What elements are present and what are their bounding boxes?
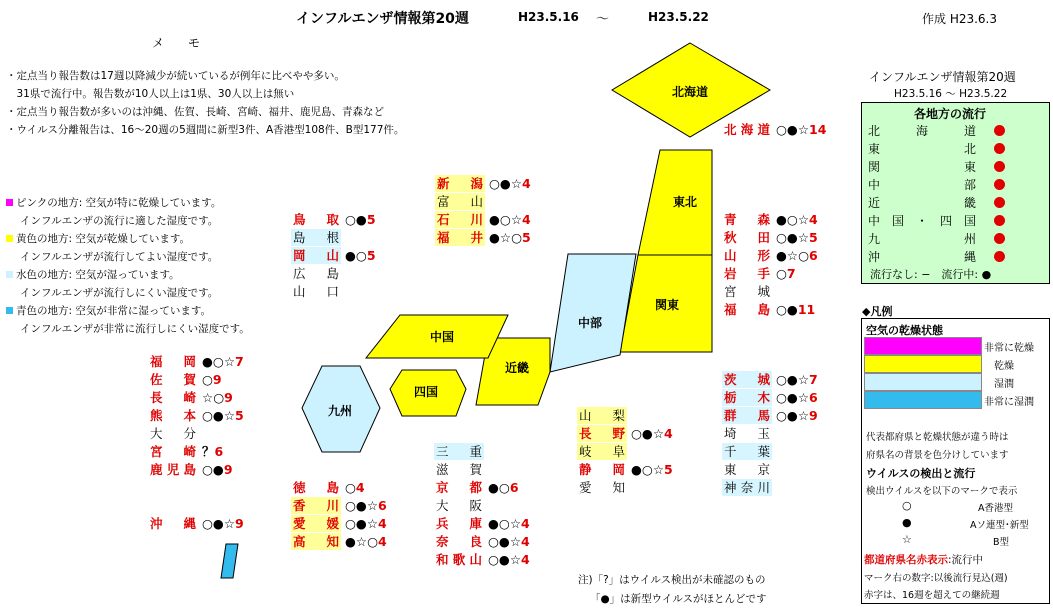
virus-marks bbox=[772, 229, 818, 246]
pref-miyagi bbox=[722, 283, 772, 300]
forecast-weeks: 5 bbox=[809, 230, 818, 245]
pref-name: 高 知 bbox=[293, 534, 339, 549]
virus-marks bbox=[341, 533, 387, 550]
pref-name: 秋 田 bbox=[724, 230, 770, 245]
pref-kumamoto bbox=[148, 407, 244, 424]
virus-mark-symbols: ●○ bbox=[488, 480, 510, 495]
virus-label-new: Aソ連型･新型 bbox=[970, 520, 1029, 531]
virus-mark-symbols: ●☆○ bbox=[345, 534, 379, 549]
pref-note-1: 代表都府県と乾燥状態が違う時は bbox=[866, 432, 1009, 443]
virus-mark-symbols: ○ bbox=[345, 480, 356, 495]
pref-name: 大 分 bbox=[150, 426, 196, 441]
virus-marks bbox=[772, 301, 815, 318]
virus-mark-symbols: ？ bbox=[202, 444, 215, 459]
forecast-weeks: 4 bbox=[521, 534, 530, 549]
red-number-note: 赤字は、16週を超えての継続週 bbox=[864, 590, 1000, 601]
humidity-note: インフルエンザが流行しにくい湿度です。 bbox=[20, 287, 219, 299]
virus-marks bbox=[772, 371, 818, 388]
humidity-note-pink: ピンクの地方: 空気が特に乾燥しています。 bbox=[6, 194, 221, 212]
swatch-dry bbox=[864, 355, 982, 373]
pref-miyazaki bbox=[148, 443, 223, 460]
legend-title: ◆凡例 bbox=[862, 305, 893, 318]
forecast-weeks: 6 bbox=[509, 480, 519, 495]
pref-ibaraki bbox=[722, 371, 818, 388]
virus-marks bbox=[341, 479, 365, 496]
virus-mark-a-hongkong: ○ bbox=[902, 499, 912, 512]
pref-name: 香 川 bbox=[293, 498, 339, 513]
virus-marks bbox=[198, 353, 244, 370]
virus-mark-symbols: ○ bbox=[202, 372, 213, 387]
memo-label: メ モ bbox=[152, 36, 201, 50]
date-tilde: 〜 bbox=[596, 12, 610, 27]
humidity-note-yellow: 黄色の地方: 空気が乾燥しています。 bbox=[6, 230, 190, 248]
region-row-kyushu: 九 州 bbox=[866, 230, 1046, 247]
forecast-weeks: 7 bbox=[786, 266, 796, 281]
pref-name: 島 根 bbox=[293, 230, 339, 245]
pref-gifu bbox=[577, 443, 627, 460]
virus-mark-symbols: ○●☆ bbox=[345, 516, 379, 531]
pref-gunma bbox=[722, 407, 818, 424]
sidebar-title: インフルエンザ情報第20週 bbox=[869, 70, 1016, 84]
created-date: 作成 H23.6.3 bbox=[922, 12, 998, 26]
virus-marks bbox=[198, 461, 233, 478]
map-label-chugoku: 中国 bbox=[430, 330, 455, 344]
region-row-kanto: 関 東 bbox=[866, 158, 1046, 175]
virus-mark-symbols: ○ bbox=[776, 266, 787, 281]
forecast-weeks: 5 bbox=[522, 230, 531, 245]
pref-name: 徳 島 bbox=[293, 480, 339, 495]
map-label-shikoku: 四国 bbox=[414, 385, 439, 399]
pref-tokushima bbox=[291, 479, 365, 496]
humidity-legend-title: 空気の乾燥状態 bbox=[866, 324, 943, 337]
pref-name: 岩 手 bbox=[724, 266, 770, 281]
pref-wakayama bbox=[434, 551, 530, 568]
virus-mark-symbols: ○●☆ bbox=[776, 372, 810, 387]
status-dot-icon bbox=[994, 125, 1005, 136]
region-row-hokkaido: 北 海 道 bbox=[866, 122, 1046, 139]
pref-name: 滋 賀 bbox=[436, 462, 482, 477]
virus-mark-symbols: ○●☆ bbox=[776, 390, 810, 405]
virus-marks bbox=[341, 515, 387, 532]
pref-aichi bbox=[577, 479, 627, 496]
virus-marks bbox=[341, 497, 387, 514]
virus-marks bbox=[485, 229, 531, 246]
forecast-weeks: 14 bbox=[809, 122, 827, 137]
region-row-okinawa: 沖 縄 bbox=[866, 248, 1046, 265]
pref-name: 鳥 取 bbox=[293, 212, 339, 227]
pref-name: 京 都 bbox=[436, 480, 482, 495]
pref-kagawa bbox=[291, 497, 387, 514]
virus-mark-symbols: ○●☆ bbox=[202, 516, 236, 531]
virus-marks bbox=[485, 175, 531, 192]
virus-mark-symbols: ○●☆ bbox=[488, 552, 522, 567]
region-row-chubu: 中 部 bbox=[866, 176, 1046, 193]
virus-marks bbox=[772, 211, 818, 228]
pref-aomori bbox=[722, 211, 818, 228]
forecast-weeks: 4 bbox=[378, 534, 387, 549]
virus-title: ウイルスの検出と流行 bbox=[866, 467, 976, 480]
red-name-legend: 都道府県名赤表示:流行中 bbox=[864, 554, 984, 566]
date-end: H23.5.22 bbox=[648, 10, 709, 24]
pref-shimane bbox=[291, 229, 341, 246]
pref-name: 福 井 bbox=[437, 230, 483, 245]
pref-name: 福 島 bbox=[724, 302, 770, 317]
pref-name: 兵 庫 bbox=[436, 516, 482, 531]
pref-name: 佐 賀 bbox=[150, 372, 196, 387]
pref-name: 山 形 bbox=[724, 248, 770, 263]
pref-nagasaki bbox=[148, 389, 233, 406]
pink-square-icon bbox=[6, 199, 13, 206]
forecast-weeks: 5 bbox=[366, 248, 376, 263]
number-note: マーク右の数字:以後流行見込(週) bbox=[864, 573, 1008, 584]
pref-okinawa bbox=[148, 515, 244, 532]
yellow-square-icon bbox=[6, 235, 13, 242]
status-dot-icon bbox=[994, 161, 1005, 172]
pref-name: 群 馬 bbox=[724, 408, 770, 423]
virus-marks bbox=[772, 407, 818, 424]
virus-marks bbox=[484, 533, 530, 550]
forecast-weeks: 9 bbox=[235, 516, 244, 531]
pref-kagoshima bbox=[148, 461, 233, 478]
virus-mark-symbols: ●○☆ bbox=[488, 516, 522, 531]
virus-mark-symbols: ○● bbox=[345, 212, 367, 227]
pref-chiba bbox=[722, 443, 772, 460]
virus-marks bbox=[772, 389, 818, 406]
pref-nara bbox=[434, 533, 530, 550]
sidebar-dates: H23.5.16 〜 H23.5.22 bbox=[894, 88, 1008, 100]
note-line: 31県で流行中。報告数が10人以上は1県、30人以上は無い bbox=[6, 88, 295, 100]
pref-saga bbox=[148, 371, 222, 388]
pref-name: 宮 城 bbox=[724, 284, 770, 299]
pref-fukuoka bbox=[148, 353, 244, 370]
virus-intro: 検出ウイルスを以下のマークで表示 bbox=[866, 486, 1018, 497]
pref-name: 青 森 bbox=[724, 212, 770, 227]
status-dot-icon bbox=[994, 251, 1005, 262]
pref-name: 神奈川 bbox=[724, 480, 770, 495]
swatch-very-humid bbox=[864, 391, 982, 409]
pref-tottori bbox=[291, 211, 376, 228]
swatch-label-dry: 乾燥 bbox=[994, 361, 1014, 372]
pref-niigata bbox=[435, 175, 531, 192]
virus-mark-symbols: ●○☆ bbox=[489, 212, 523, 227]
virus-mark-symbols: ○● bbox=[202, 462, 224, 477]
humidity-note-lightblue: 水色の地方: 空気が湿っています。 bbox=[6, 266, 180, 284]
pref-name: 富 山 bbox=[437, 194, 483, 209]
footer-note-new-virus: 「●」は新型ウイルスがほとんどです bbox=[590, 593, 767, 605]
pref-hyogo bbox=[434, 515, 530, 532]
pref-nagano bbox=[577, 425, 673, 442]
forecast-weeks: 4 bbox=[521, 516, 530, 531]
pref-name: 愛 媛 bbox=[293, 516, 339, 531]
virus-marks bbox=[198, 389, 233, 406]
virus-marks bbox=[341, 247, 376, 264]
pref-name: 三 重 bbox=[436, 444, 482, 459]
virus-mark-symbols: ●○☆ bbox=[202, 354, 236, 369]
pref-name: 沖 縄 bbox=[150, 516, 196, 531]
virus-mark-symbols: ○● bbox=[776, 302, 798, 317]
humidity-note-blue: 青色の地方: 空気が非常に湿っています。 bbox=[6, 302, 211, 320]
virus-mark-symbols: ○●☆ bbox=[202, 408, 236, 423]
pref-tokyo bbox=[722, 461, 772, 478]
pref-name: 長 崎 bbox=[150, 390, 196, 405]
virus-marks bbox=[484, 551, 530, 568]
swatch-very-dry bbox=[864, 337, 982, 355]
pref-fukui bbox=[435, 229, 531, 246]
humidity-note: インフルエンザが非常に流行しにくい湿度です。 bbox=[20, 323, 250, 335]
virus-mark-b: ☆ bbox=[902, 533, 912, 546]
virus-marks bbox=[484, 515, 530, 532]
pref-fukushima bbox=[722, 301, 815, 318]
region-row-kinki: 近 畿 bbox=[866, 194, 1046, 211]
forecast-weeks: 5 bbox=[664, 462, 673, 477]
forecast-weeks: 5 bbox=[235, 408, 244, 423]
pref-name: 長 野 bbox=[579, 426, 625, 441]
regions-title: 各地方の流行 bbox=[914, 107, 987, 121]
pref-name: 岡 山 bbox=[293, 248, 339, 263]
virus-marks bbox=[772, 121, 826, 138]
pref-yamanashi bbox=[577, 407, 627, 424]
pref-name: 岐 阜 bbox=[579, 444, 625, 459]
forecast-weeks: 4 bbox=[809, 212, 818, 227]
pref-name: 静 岡 bbox=[579, 462, 625, 477]
status-dot-icon bbox=[994, 197, 1005, 208]
pref-name: 宮 崎 bbox=[150, 444, 196, 459]
pref-yamagata bbox=[722, 247, 818, 264]
pref-saitama bbox=[722, 425, 772, 442]
forecast-weeks: 7 bbox=[235, 354, 244, 369]
pref-okayama bbox=[291, 247, 376, 264]
forecast-weeks: 9 bbox=[224, 390, 233, 405]
virus-label-b: B型 bbox=[993, 537, 1010, 548]
map-region-chubu bbox=[550, 254, 636, 372]
note-line: ・ウイルス分離報告は、16〜20週の5週間に新型3件、A香港型108件、B型177件。 bbox=[6, 124, 405, 136]
note-line: ・定点当り報告数は17週以降減少が続いているが例年に比べやや多い。 bbox=[6, 70, 345, 82]
virus-mark-symbols: ●○☆ bbox=[776, 212, 810, 227]
virus-mark-symbols: ●☆○ bbox=[489, 230, 523, 245]
pref-kochi bbox=[291, 533, 387, 550]
virus-marks bbox=[772, 247, 818, 264]
humidity-note: インフルエンザが流行してよい湿度です。 bbox=[20, 251, 219, 263]
pref-osaka bbox=[434, 497, 484, 514]
pref-yamaguchi bbox=[291, 283, 341, 300]
map-label-kanto: 関東 bbox=[655, 298, 680, 312]
forecast-weeks: 6 bbox=[378, 498, 387, 513]
date-start: H23.5.16 bbox=[518, 10, 579, 24]
virus-mark-symbols: ○●☆ bbox=[345, 498, 379, 513]
pref-hokkaido bbox=[722, 121, 826, 138]
virus-mark-symbols: ○●☆ bbox=[488, 534, 522, 549]
pref-name: 広 島 bbox=[293, 266, 339, 281]
map-label-tohoku: 東北 bbox=[673, 195, 698, 209]
pref-name: 和歌山 bbox=[436, 552, 482, 567]
virus-mark-symbols: ●○ bbox=[345, 248, 367, 263]
pref-ehime bbox=[291, 515, 387, 532]
virus-mark-symbols: ○●☆ bbox=[776, 408, 810, 423]
pref-name: 愛 知 bbox=[579, 480, 625, 495]
pref-name: 奈 良 bbox=[436, 534, 482, 549]
pref-kyoto bbox=[434, 479, 519, 496]
virus-marks bbox=[484, 479, 519, 496]
blue-square-icon bbox=[6, 307, 13, 314]
pref-mie bbox=[434, 443, 484, 460]
virus-label-a-hongkong: A香港型 bbox=[978, 503, 1013, 514]
pref-akita bbox=[722, 229, 818, 246]
map-label-chubu: 中部 bbox=[578, 316, 603, 330]
forecast-weeks: 7 bbox=[809, 372, 818, 387]
status-dot-icon bbox=[994, 215, 1005, 226]
pref-iwate bbox=[722, 265, 796, 282]
pref-name: 山 口 bbox=[293, 284, 339, 299]
virus-marks bbox=[627, 425, 673, 442]
map-label-hokkaido: 北海道 bbox=[672, 85, 709, 99]
pref-oita bbox=[148, 425, 198, 442]
pref-name: 千 葉 bbox=[724, 444, 770, 459]
forecast-weeks: 4 bbox=[378, 516, 387, 531]
forecast-weeks: 11 bbox=[797, 302, 816, 317]
forecast-weeks: 4 bbox=[355, 480, 365, 495]
forecast-weeks: 5 bbox=[366, 212, 376, 227]
pref-name: 新 潟 bbox=[437, 176, 483, 191]
pref-tochigi bbox=[722, 389, 818, 406]
region-row-chugoku-shikoku: 中国・四国 bbox=[866, 212, 1046, 229]
region-row-tohoku: 東 北 bbox=[866, 140, 1046, 157]
map-label-kinki: 近畿 bbox=[505, 361, 530, 375]
virus-mark-symbols: ○●☆ bbox=[776, 122, 810, 137]
virus-mark-symbols: ●○☆ bbox=[631, 462, 665, 477]
pref-ishikawa bbox=[435, 211, 531, 228]
forecast-weeks: 9 bbox=[212, 372, 222, 387]
virus-marks bbox=[485, 211, 531, 228]
virus-marks bbox=[627, 461, 673, 478]
forecast-weeks: 6 bbox=[809, 248, 818, 263]
virus-marks bbox=[198, 407, 244, 424]
pref-name: 埼 玉 bbox=[724, 426, 770, 441]
map-region-okinawa bbox=[221, 544, 238, 578]
pref-shiga bbox=[434, 461, 484, 478]
virus-marks bbox=[198, 515, 244, 532]
forecast-weeks: 4 bbox=[522, 212, 531, 227]
forecast-weeks: 4 bbox=[521, 552, 530, 567]
forecast-weeks: 6 bbox=[809, 390, 818, 405]
virus-marks bbox=[198, 371, 222, 388]
virus-mark-symbols: ○●☆ bbox=[489, 176, 523, 191]
pref-name: 栃 木 bbox=[724, 390, 770, 405]
swatch-label-very-humid: 非常に湿潤 bbox=[984, 397, 1034, 408]
pref-name: 福 岡 bbox=[150, 354, 196, 369]
regions-panel bbox=[861, 102, 1050, 284]
forecast-weeks: 9 bbox=[809, 408, 818, 423]
virus-mark-symbols: ☆○ bbox=[202, 390, 225, 405]
forecast-weeks: 9 bbox=[223, 462, 233, 477]
status-dot-icon bbox=[994, 143, 1005, 154]
pref-note-2: 府県名の背景を色分けしています bbox=[866, 450, 1009, 461]
legend-panel bbox=[861, 318, 1050, 604]
pref-name: 北海道 bbox=[724, 122, 770, 137]
virus-marks bbox=[772, 265, 796, 282]
virus-mark-symbols: ○●☆ bbox=[776, 230, 810, 245]
pref-kanagawa bbox=[722, 479, 772, 496]
humidity-note: インフルエンザの流行に適した湿度です。 bbox=[20, 215, 219, 227]
status-legend: 流行なし: − 流行中: ● bbox=[870, 268, 992, 281]
swatch-label-very-dry: 非常に乾燥 bbox=[984, 343, 1034, 354]
note-line: ・定点当り報告数が多いのは沖縄、佐賀、長崎、宮崎、福井、鹿児島、青森など bbox=[6, 106, 384, 118]
virus-marks bbox=[198, 443, 223, 460]
lightblue-square-icon bbox=[6, 271, 13, 278]
pref-name: 茨 城 bbox=[724, 372, 770, 387]
status-dot-icon bbox=[994, 179, 1005, 190]
pref-name: 鹿児島 bbox=[150, 462, 196, 477]
swatch-humid bbox=[864, 373, 982, 391]
pref-name: 東 京 bbox=[724, 462, 770, 477]
pref-name: 山 梨 bbox=[579, 408, 625, 423]
pref-shizuoka bbox=[577, 461, 673, 478]
forecast-weeks: 6 bbox=[214, 444, 224, 459]
pref-toyama bbox=[435, 193, 485, 210]
pref-name: 大 阪 bbox=[436, 498, 482, 513]
pref-name: 石 川 bbox=[437, 212, 483, 227]
forecast-weeks: 4 bbox=[522, 176, 531, 191]
virus-mark-symbols: ○●☆ bbox=[631, 426, 665, 441]
virus-mark-new: ● bbox=[902, 516, 912, 529]
forecast-weeks: 4 bbox=[664, 426, 673, 441]
virus-mark-symbols: ●☆○ bbox=[776, 248, 810, 263]
status-dot-icon bbox=[994, 233, 1005, 244]
page-title: インフルエンザ情報第20週 bbox=[296, 11, 469, 27]
pref-name: 熊 本 bbox=[150, 408, 196, 423]
footer-note-question: 注)「?」はウイルス検出が未確認のもの bbox=[578, 574, 766, 586]
virus-marks bbox=[341, 211, 376, 228]
swatch-label-humid: 湿潤 bbox=[994, 379, 1014, 390]
map-label-kyushu: 九州 bbox=[328, 404, 353, 418]
pref-hiroshima bbox=[291, 265, 341, 282]
